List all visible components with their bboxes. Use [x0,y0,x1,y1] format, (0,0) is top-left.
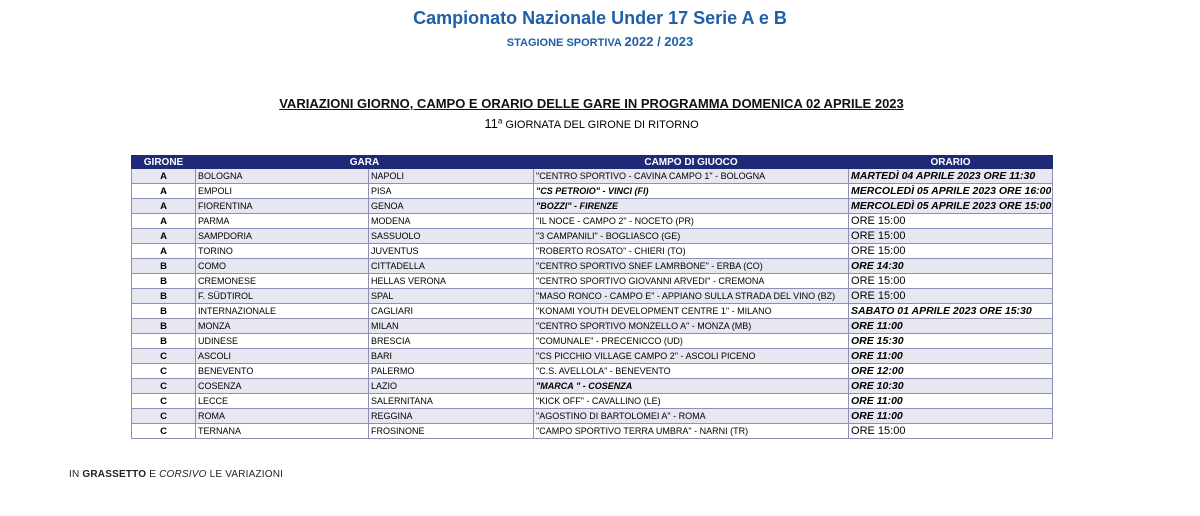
cell-girone: A [132,184,196,199]
cell-campo: "CENTRO SPORTIVO GIOVANNI ARVEDI" - CREMONA [534,274,849,289]
cell-girone: C [132,379,196,394]
cell-home: PARMA [196,214,369,229]
cell-home: ROMA [196,409,369,424]
cell-away: BRESCIA [369,334,534,349]
col-girone: GIRONE [132,156,196,169]
cell-orario: SABATO 01 APRILE 2023 ORE 15:30 [849,304,1053,319]
cell-campo: "CAMPO SPORTIVO TERRA UMBRA" - NARNI (TR) [534,424,849,439]
cell-away: SASSUOLO [369,229,534,244]
cell-home: TERNANA [196,424,369,439]
cell-orario: MARTEDÌ 04 APRILE 2023 ORE 11:30 [849,169,1053,184]
cell-girone: C [132,364,196,379]
cell-home: TORINO [196,244,369,259]
cell-away: JUVENTUS [369,244,534,259]
cell-home: CREMONESE [196,274,369,289]
cell-orario: ORE 11:00 [849,319,1053,334]
cell-girone: C [132,394,196,409]
variations-heading: VARIAZIONI GIORNO, CAMPO E ORARIO DELLE GARE IN PROGRAMMA DOMENICA 02 APRILE 2023 [279,96,904,111]
cell-orario: ORE 15:00 [849,229,1053,244]
table-row [132,304,1053,319]
round-ordinal: a [497,116,503,126]
cell-campo: "IL NOCE - CAMPO 2" - NOCETO (PR) [534,214,849,229]
cell-home: MONZA [196,319,369,334]
cell-campo: "AGOSTINO DI BARTOLOMEI A" - ROMA [534,409,849,424]
table-row [132,229,1053,244]
cell-orario: ORE 11:00 [849,409,1053,424]
cell-home: BOLOGNA [196,169,369,184]
footnote-suffix: LE VARIAZIONI [206,469,284,480]
table-row [132,364,1053,379]
cell-girone: A [132,229,196,244]
round-subheading [0,116,1183,131]
table-row [132,244,1053,259]
cell-campo: "MARCA " - COSENZA [534,379,849,394]
cell-campo: "COMUNALE" - PRECENICCO (UD) [534,334,849,349]
col-orario: ORARIO [849,156,1053,169]
table-row [132,274,1053,289]
cell-home: INTERNAZIONALE [196,304,369,319]
cell-away: REGGINA [369,409,534,424]
cell-campo: "KICK OFF" - CAVALLINO (LE) [534,394,849,409]
table-row [132,334,1053,349]
footnote [69,469,283,480]
table-row [132,199,1053,214]
cell-girone: B [132,259,196,274]
cell-orario: ORE 15:00 [849,289,1053,304]
cell-away: PISA [369,184,534,199]
cell-campo: "CENTRO SPORTIVO MONZELLO A" - MONZA (MB) [534,319,849,334]
cell-away: CITTADELLA [369,259,534,274]
cell-girone: A [132,244,196,259]
col-gara: GARA [196,156,534,169]
col-campo: CAMPO DI GIUOCO [534,156,849,169]
cell-home: COMO [196,259,369,274]
table-row [132,319,1053,334]
cell-away: NAPOLI [369,169,534,184]
footnote-italic: CORSIVO [159,469,207,480]
season-year: 2022 / 2023 [624,34,694,49]
cell-home: COSENZA [196,379,369,394]
cell-campo: "CS PICCHIO VILLAGE CAMPO 2" - ASCOLI PICENO [534,349,849,364]
table-row [132,409,1053,424]
cell-girone: A [132,169,196,184]
table-row [132,169,1053,184]
cell-orario: ORE 10:30 [849,379,1053,394]
cell-campo: "ROBERTO ROSATO" - CHIERI (TO) [534,244,849,259]
title: Campionato Nazionale Under 17 Serie A e B [413,8,787,28]
cell-home: F. SÜDTIROL [196,289,369,304]
cell-away: LAZIO [369,379,534,394]
cell-away: FROSINONE [369,424,534,439]
cell-girone: C [132,349,196,364]
cell-home: BENEVENTO [196,364,369,379]
season-label: STAGIONE SPORTIVA [506,37,622,49]
cell-away: GENOA [369,199,534,214]
footnote-middle: E [146,469,160,480]
cell-orario: ORE 15:00 [849,424,1053,439]
cell-away: BARI [369,349,534,364]
match-table [131,155,1053,439]
cell-girone: B [132,304,196,319]
round-number: 11 [484,116,498,131]
cell-orario: MERCOLEDÌ 05 APRILE 2023 ORE 16:00 [849,184,1053,199]
cell-away: HELLAS VERONA [369,274,534,289]
table-row [132,214,1053,229]
cell-girone: B [132,274,196,289]
cell-home: EMPOLI [196,184,369,199]
cell-campo: "3 CAMPANILI" - BOGLIASCO (GE) [534,229,849,244]
cell-orario: MERCOLEDÌ 05 APRILE 2023 ORE 15:00 [849,199,1053,214]
cell-campo: "CENTRO SPORTIVO - CAVINA CAMPO 1" - BOLOGNA [534,169,849,184]
cell-girone: A [132,214,196,229]
cell-campo: "MASO RONCO - CAMPO E" - APPIANO SULLA STRADA DEL VINO (BZ) [534,289,849,304]
table-header [132,156,1053,169]
footnote-bold: GRASSETTO [82,469,147,480]
cell-girone: B [132,334,196,349]
table-row [132,184,1053,199]
cell-away: SPAL [369,289,534,304]
table-row [132,349,1053,364]
cell-away: SALERNITANA [369,394,534,409]
table-row [132,379,1053,394]
cell-girone: B [132,319,196,334]
cell-orario: ORE 15:00 [849,214,1053,229]
cell-campo: "C.S. AVELLOLA" - BENEVENTO [534,364,849,379]
cell-orario: ORE 14:30 [849,259,1053,274]
cell-away: CAGLIARI [369,304,534,319]
cell-orario: ORE 15:30 [849,334,1053,349]
cell-home: LECCE [196,394,369,409]
cell-girone: B [132,289,196,304]
cell-orario: ORE 15:00 [849,274,1053,289]
cell-away: MODENA [369,214,534,229]
cell-orario: ORE 15:00 [849,244,1053,259]
round-text: GIORNATA DEL GIRONE DI RITORNO [502,119,699,131]
cell-home: SAMPDORIA [196,229,369,244]
table-row [132,259,1053,274]
cell-home: UDINESE [196,334,369,349]
cell-campo: "CENTRO SPORTIVO SNEF LAMRBONE" - ERBA (CO) [534,259,849,274]
cell-away: MILAN [369,319,534,334]
table-row [132,289,1053,304]
cell-campo: "BOZZI" - FIRENZE [534,199,849,214]
footnote-prefix: IN [69,469,83,480]
cell-girone: A [132,199,196,214]
cell-campo: "CS PETROIO" - VINCI (FI) [534,184,849,199]
cell-away: PALERMO [369,364,534,379]
table-row [132,394,1053,409]
cell-orario: ORE 11:00 [849,349,1053,364]
cell-girone: C [132,424,196,439]
season [0,34,1200,49]
cell-girone: C [132,409,196,424]
cell-home: ASCOLI [196,349,369,364]
cell-campo: "KONAMI YOUTH DEVELOPMENT CENTRE 1" - MILANO [534,304,849,319]
cell-orario: ORE 11:00 [849,394,1053,409]
cell-home: FIORENTINA [196,199,369,214]
cell-orario: ORE 12:00 [849,364,1053,379]
table-row [132,424,1053,439]
